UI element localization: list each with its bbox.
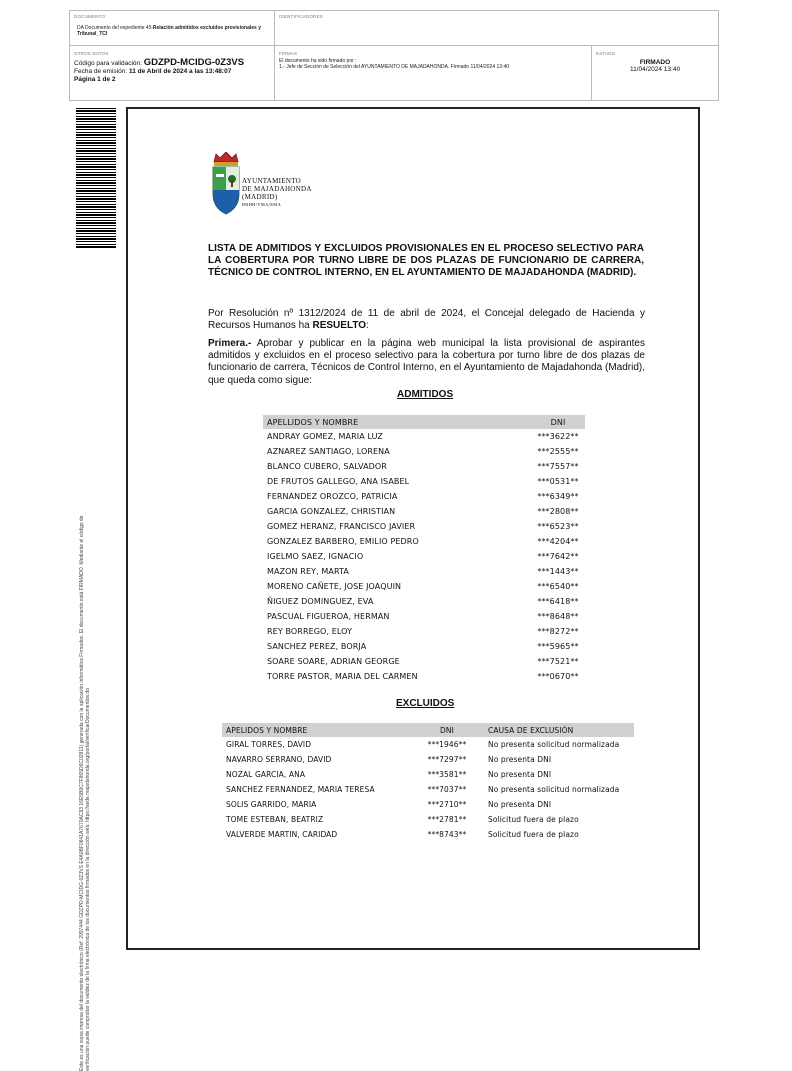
identificadores-label: IDENTIFICADORES — [279, 14, 324, 19]
table-row — [263, 669, 585, 684]
table-row — [263, 519, 585, 534]
excluido-causa: No presenta DNI — [488, 755, 552, 764]
excluido-name: GIRAL TORRES, DAVID — [226, 740, 312, 749]
excluido-dni: ***3581** — [427, 770, 467, 779]
table-row — [222, 812, 634, 827]
town-hall-name: AYUNTAMIENTO DE MAJADAHONDA (MADRID) RRHH/YMA/EMA — [242, 177, 312, 207]
admitido-dni: ***3622** — [537, 432, 579, 441]
table-row — [263, 429, 585, 444]
table-row — [222, 797, 634, 812]
table-row — [263, 504, 585, 519]
estado-value: FIRMADO — [639, 59, 671, 66]
firmas-cell: FIRMAS El documento ha sido firmado por : 1.- Jefe de Sección de Selección del AYUNTAMIENTO DE MAJADAHONDA. Firmado 11/04/2024 13:40 — [275, 46, 592, 100]
documento-cell — [70, 11, 275, 46]
admitido-dni: ***7557** — [537, 462, 579, 471]
admitido-name: GOMEZ HERANZ, FRANCISCO JAVIER — [267, 522, 416, 531]
table-row — [263, 459, 585, 474]
admitido-name: REY BORREGO, ELOY — [267, 627, 353, 636]
admitido-name: ANDRAY GOMEZ, MARIA LUZ — [267, 432, 384, 441]
table-header: APELLIDOS Y NOMBRE DNI — [263, 415, 585, 429]
admitido-name: BLANCO CUBERO, SALVADOR — [267, 462, 387, 471]
admitido-dni: ***0670** — [537, 672, 579, 681]
estado-cell — [592, 46, 718, 100]
table-row — [263, 489, 585, 504]
admitido-name: DE FRUTOS GALLEGO, ANA ISABEL — [267, 477, 410, 486]
resolution-paragraph: Por Resolución nº 1312/2024 de 11 de abril de 2024, el Concejal delegado de Hacienda y Recursos Humanos ha RESUELTO: — [208, 308, 645, 332]
admitido-dni: ***2555** — [537, 447, 579, 456]
side-verification-text: Este es una copia impresa del documento electrónico (Ref: 2997444 GDZPD-MCIDG-0Z3VS E4A0BF0841A7670AC93 16E5B9C7F865D6C02811) generada con la aplicación informática Firmadoc. El documento está FIRMADO. Mediante el código de verificación puede comprobar la validez de la firma electrónica de los documentos firmados en la dirección web: https://sede.majadahonda.org/portal/verificarDocumentos.do — [79, 515, 91, 1071]
documento-label: DOCUMENTO — [74, 14, 106, 19]
admitido-name: IGELMO SAEZ, IGNACIO — [267, 552, 364, 561]
excluido-causa: No presenta DNI — [488, 800, 552, 809]
otros-datos-cell — [70, 46, 275, 100]
admitido-dni: ***8648** — [537, 612, 579, 621]
table-row — [222, 752, 634, 767]
admitido-name: ÑIGUEZ DOMINGUEZ, EVA — [267, 597, 374, 606]
primera-paragraph: Primera.- Aprobar y publicar en la página web municipal la lista provisional de aspirantes admitidos y excluidos en el proceso selectivo para la cobertura por turno libre de dos plazas de funcionario de carrera, Técnicos de Control Interno, en el Ayuntamiento de Majadahonda (Madrid), que queda como sigue: — [208, 338, 645, 386]
firmas-label: FIRMAS — [279, 51, 298, 56]
table-row — [222, 767, 634, 782]
table-row — [263, 594, 585, 609]
excluido-dni: ***7037** — [427, 785, 467, 794]
excluido-causa: Solicitud fuera de plazo — [488, 830, 579, 839]
admitido-name: GONZALEZ BARBERO, EMILIO PEDRO — [267, 537, 419, 546]
excluido-dni: ***7297** — [427, 755, 467, 764]
admitido-name: PASCUAL FIGUEROA, HERMAN — [267, 612, 390, 621]
excluido-name: NAVARRO SERRANO, DAVID — [226, 755, 332, 764]
excluido-dni: ***2710** — [427, 800, 467, 809]
admitido-name: AZNAREZ SANTIAGO, LORENA — [267, 447, 390, 456]
table-row — [263, 624, 585, 639]
admitido-name: SANCHEZ PEREZ, BORJA — [267, 642, 367, 651]
excluido-name: SANCHEZ FERNANDEZ, MARIA TERESA — [226, 785, 375, 794]
otros-label: OTROS DATOS — [74, 51, 109, 56]
admitidos-table — [263, 415, 585, 684]
table-row — [263, 564, 585, 579]
admitidos-heading: ADMITIDOS — [397, 389, 454, 400]
excluido-causa: No presenta solicitud normalizada — [488, 740, 620, 749]
documento-text: DA Documento del expediente 45.Relación admitidos excluidos provisionales y Tribunal_TCI — [77, 25, 261, 37]
admitido-name: TORRE PASTOR, MARIA DEL CARMEN — [267, 672, 418, 681]
table-row — [263, 639, 585, 654]
admitido-dni: ***6540** — [537, 582, 579, 591]
table-row — [263, 444, 585, 459]
excluidos-heading: EXCLUIDOS — [396, 698, 455, 709]
identificadores-cell — [275, 11, 718, 46]
admitido-name: SOARE SOARE, ADRIAN GEORGE — [267, 657, 400, 666]
admitido-dni: ***4204** — [537, 537, 579, 546]
majadahonda-coat-of-arms-icon — [210, 152, 242, 216]
table-row — [263, 549, 585, 564]
table-row — [263, 579, 585, 594]
excluido-dni: ***2781** — [427, 815, 467, 824]
admitido-dni: ***7642** — [537, 552, 579, 561]
admitido-dni: ***5965** — [537, 642, 579, 651]
excluido-name: NOZAL GARCIA, ANA — [226, 770, 306, 779]
admitido-dni: ***1443** — [537, 567, 579, 576]
table-row — [263, 609, 585, 624]
admitido-name: MORENO CAÑETE, JOSE JOAQUIN — [267, 582, 402, 591]
document-title: LISTA DE ADMITIDOS Y EXCLUIDOS PROVISIONALES EN EL PROCESO SELECTIVO PARA LA COBERTURA POR TURNO LIBRE DE DOS PLAZAS DE FUNCIONARIO DE CARRERA, TÉCNICO DE CONTROL INTERNO, EN EL AYUNTAMIENTO DE MAJADAHONDA (MADRID). — [208, 243, 644, 278]
excluido-causa: No presenta solicitud normalizada — [488, 785, 620, 794]
admitido-dni: ***6349** — [537, 492, 579, 501]
table-row — [222, 737, 634, 752]
document-page — [126, 107, 700, 950]
excluidos-table — [222, 723, 634, 842]
admitido-name: FERNANDEZ OROZCO, PATRICIA — [267, 492, 398, 501]
estado-fecha: 11/04/2024 13:40 — [629, 66, 681, 73]
estado-label: ESTADO — [596, 51, 616, 56]
admitido-dni: ***2808** — [537, 507, 579, 516]
department-reference: RRHH/YMA/EMA — [242, 202, 282, 207]
admitido-dni: ***7521** — [537, 657, 579, 666]
admitido-dni: ***6418** — [537, 597, 579, 606]
excluido-causa: No presenta DNI — [488, 770, 552, 779]
signature-header — [69, 10, 719, 101]
admitido-name: GARCIA GONZALEZ, CHRISTIAN — [267, 507, 396, 516]
excluido-causa: Solicitud fuera de plazo — [488, 815, 579, 824]
table-row — [222, 782, 634, 797]
excluido-name: SOLIS GARRIDO, MARIA — [226, 800, 317, 809]
table-row — [263, 534, 585, 549]
table-row — [263, 654, 585, 669]
excluido-name: TOME ESTEBAN, BEATRIZ — [226, 815, 324, 824]
table-row — [222, 827, 634, 842]
validation-code: GDZPD-MCIDG-0Z3VS — [143, 57, 245, 68]
admitido-dni: ***6523** — [537, 522, 579, 531]
table-row — [263, 474, 585, 489]
validation-code-line: Código para validación: GDZPD-MCIDG-0Z3VS — [74, 57, 245, 68]
page-count: Página 1 de 2 — [74, 76, 116, 83]
excluido-dni: ***8743** — [427, 830, 467, 839]
table-header: APELIDOS Y NOMBRE DNI CAUSA DE EXCLUSIÓN — [222, 723, 634, 737]
admitido-dni: ***8272** — [537, 627, 579, 636]
emission-date-line: Fecha de emisión: 11 de Abril de 2024 a las 13:48:07 — [74, 68, 232, 75]
excluido-name: VALVERDE MARTIN, CARIDAD — [226, 830, 338, 839]
admitido-dni: ***0531** — [537, 477, 579, 486]
admitido-name: MAZON REY, MARTA — [267, 567, 349, 576]
excluido-dni: ***1946** — [427, 740, 467, 749]
